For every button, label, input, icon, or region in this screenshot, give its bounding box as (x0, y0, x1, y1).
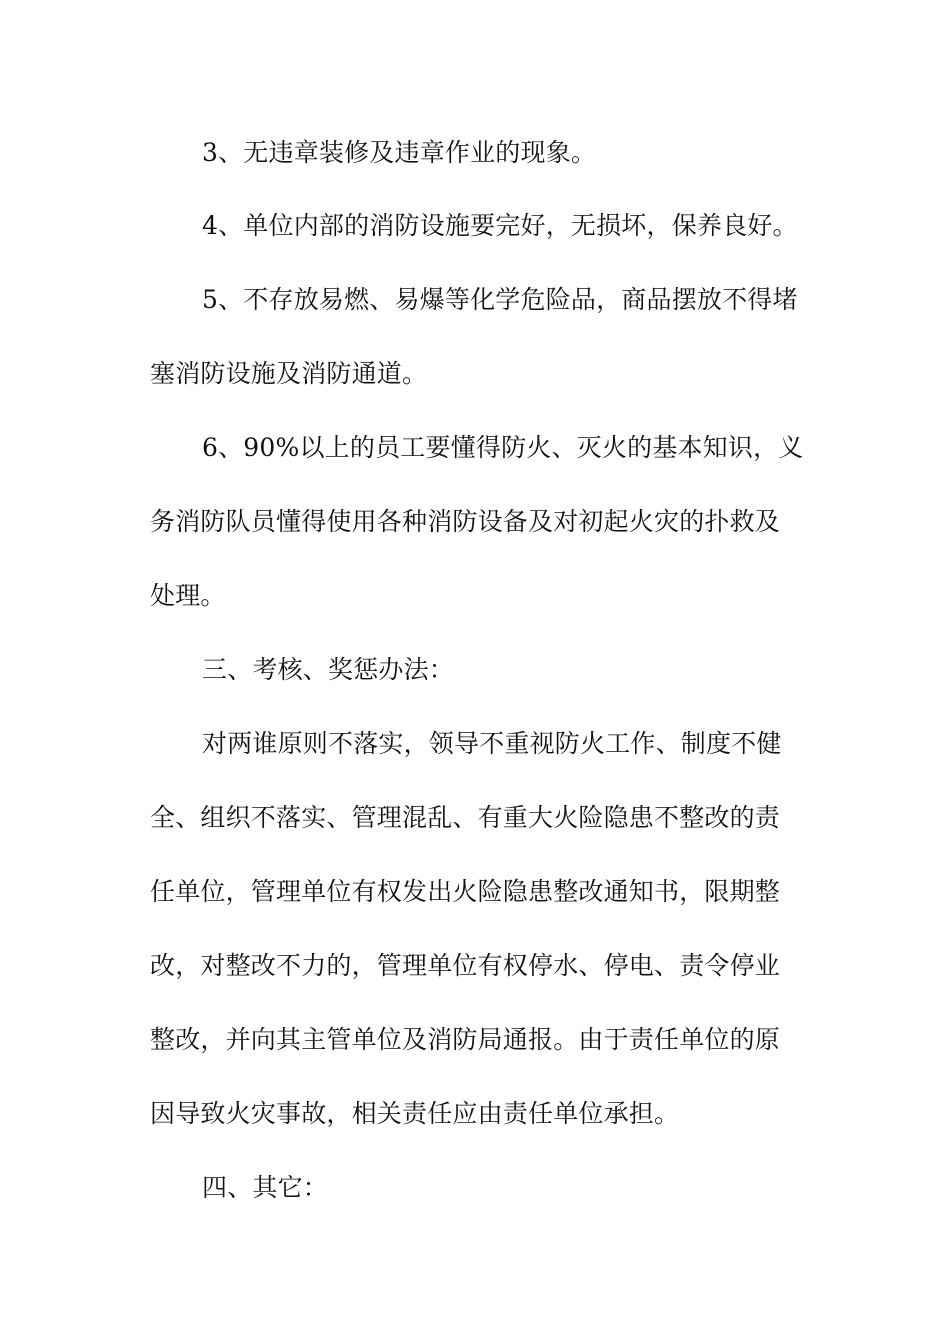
paragraph-line-3: 任单位，管理单位有权发出火险隐患整改通知书，限期整 (150, 877, 781, 906)
item-6-line-1: 6、90%以上的员工要懂得防火、灭火的基本知识，义 (202, 433, 804, 462)
paragraph-line-5: 整改，并向其主管单位及消防局通报。由于责任单位的原 (150, 1025, 781, 1054)
paragraph-line-4: 改，对整改不力的，管理单位有权停水、停电、责令停业 (150, 951, 781, 980)
section-heading-4: 四、其它： (202, 1173, 329, 1202)
paragraph-line-2: 全、组织不落实、管理混乱、有重大火险隐患不整改的责 (150, 803, 781, 832)
paragraph-line-6: 因导致火灾事故，相关责任应由责任单位承担。 (150, 1099, 680, 1128)
item-5-line-2: 塞消防设施及消防通道。 (150, 359, 428, 388)
item-6-line-2: 务消防队员懂得使用各种消防设备及对初起火灾的扑救及 (150, 507, 781, 536)
item-4-line: 4、单位内部的消防设施要完好，无损坏，保养良好。 (202, 211, 798, 240)
paragraph-line-1: 对两谁原则不落实，领导不重视防火工作、制度不健 (202, 729, 782, 758)
item-5-line-1: 5、不存放易燃、易爆等化学危险品，商品摆放不得堵 (202, 285, 798, 314)
section-heading-3: 三、考核、奖惩办法： (202, 655, 455, 684)
item-3-line: 3、无违章装修及违章作业的现象。 (202, 138, 597, 167)
item-6-line-3: 处理。 (150, 581, 226, 610)
